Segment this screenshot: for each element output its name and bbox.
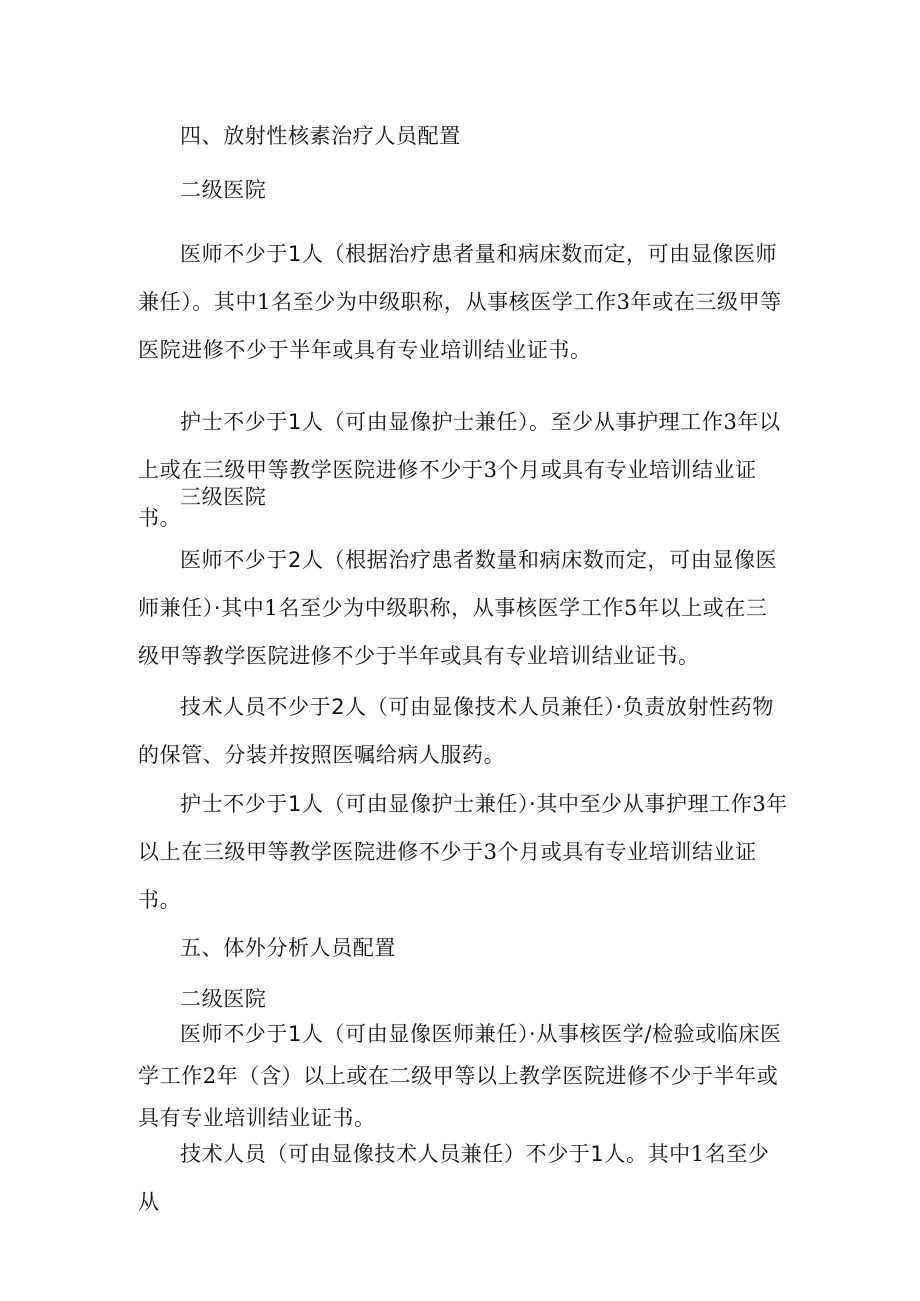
paragraph-l3-nurse: 护士不少于1人（可由显像护士兼任）·其中至少从事护理工作3年以上在三级甲等教学医院进修不少于3个月或具有专业培训结业证书。	[138, 792, 788, 912]
subheading-secondary-hospital: 二级医院	[180, 178, 267, 202]
paragraph-s5-doctor: 医师不少于1人（可由显像医师兼任）·从事核医学/检验或临床医学工作2年（含）以上或在二级甲等以上教学医院进修不少于半年或具有专业培训结业证书。	[138, 1022, 782, 1130]
paragraph-l2-nurse: 护士不少于1人（可由显像护士兼任）。至少从事护理工作3年以上或在三级甲等教学医院进修不少于3个月或具有专业培训结业证书。	[138, 410, 781, 530]
subheading-tertiary-hospital: 三级医院	[180, 485, 267, 509]
section-heading-radionuclide-therapy: 四、放射性核素治疗人员配置	[180, 124, 461, 148]
paragraph-l2-doctor: 医师不少于1人（根据治疗患者量和病床数而定，可由显像医师兼任）。其中1名至少为中级职称，从事核医学工作3年或在三级甲等医院进修不少于半年或具有专业培训结业证书。	[138, 242, 782, 362]
paragraph-s5-technician: 技术人员（可由显像技术人员兼任）不少于1人。其中1名至少从	[138, 1142, 770, 1214]
paragraph-l3-technician: 技术人员不少于2人（可由显像技术人员兼任）·负责放射性药物的保管、分装并按照医嘱给病人服药。	[138, 695, 774, 767]
paragraph-l3-doctor: 医师不少于2人（根据治疗患者数量和病床数而定，可由显像医师兼任）·其中1名至少为中级职称，从事核医学工作5年以上或在三级甲等教学医院进修不少于半年或具有专业培训结业证书。	[138, 548, 778, 668]
section-heading-in-vitro-analysis: 五、体外分析人员配置	[180, 936, 396, 960]
subheading-secondary-hospital-2: 二级医院	[180, 987, 267, 1011]
